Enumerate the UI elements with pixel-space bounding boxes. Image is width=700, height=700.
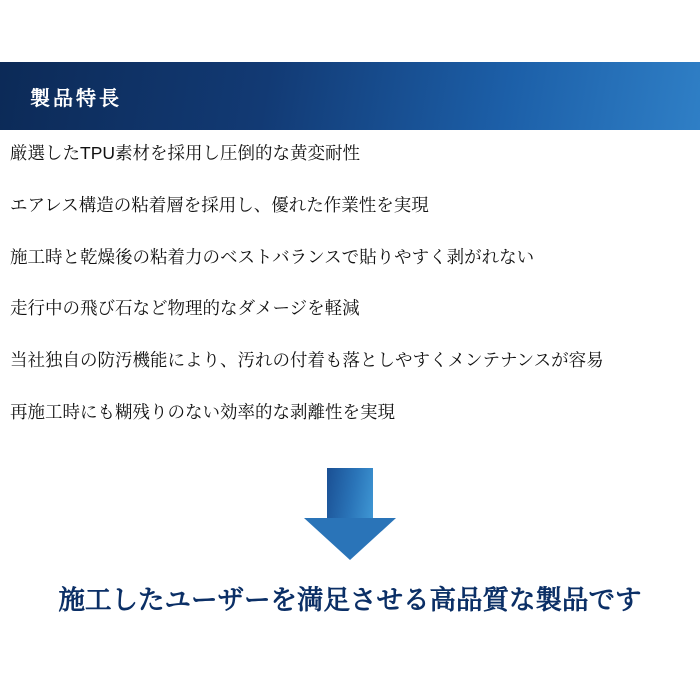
arrow-shaft <box>327 468 373 518</box>
tagline-text: 施工したユーザーを満足させる高品質な製品です <box>58 585 642 615</box>
section-header-band <box>0 62 700 130</box>
arrow-container <box>0 468 700 560</box>
list-item: 厳選したTPU素材を採用し圧倒的な黄変耐性 <box>10 143 360 163</box>
list-item: 再施工時にも糊残りのない効率的な剥離性を実現 <box>10 401 395 422</box>
feature-list <box>0 142 700 453</box>
arrow-head <box>304 518 396 560</box>
down-arrow-icon <box>304 468 396 560</box>
list-item: 当社独自の防汚機能により、汚れの付着も落としやすくメンテナンスが容易 <box>10 350 604 370</box>
list-item: 走行中の飛び石など物理的なダメージを軽減 <box>10 298 360 319</box>
page-title: 製品特長 <box>30 87 122 110</box>
list-item: エアレス構造の粘着層を採用し、優れた作業性を実現 <box>10 194 429 215</box>
list-item: 施工時と乾燥後の粘着力のベストバランスで貼りやすく剥がれない <box>10 246 535 267</box>
